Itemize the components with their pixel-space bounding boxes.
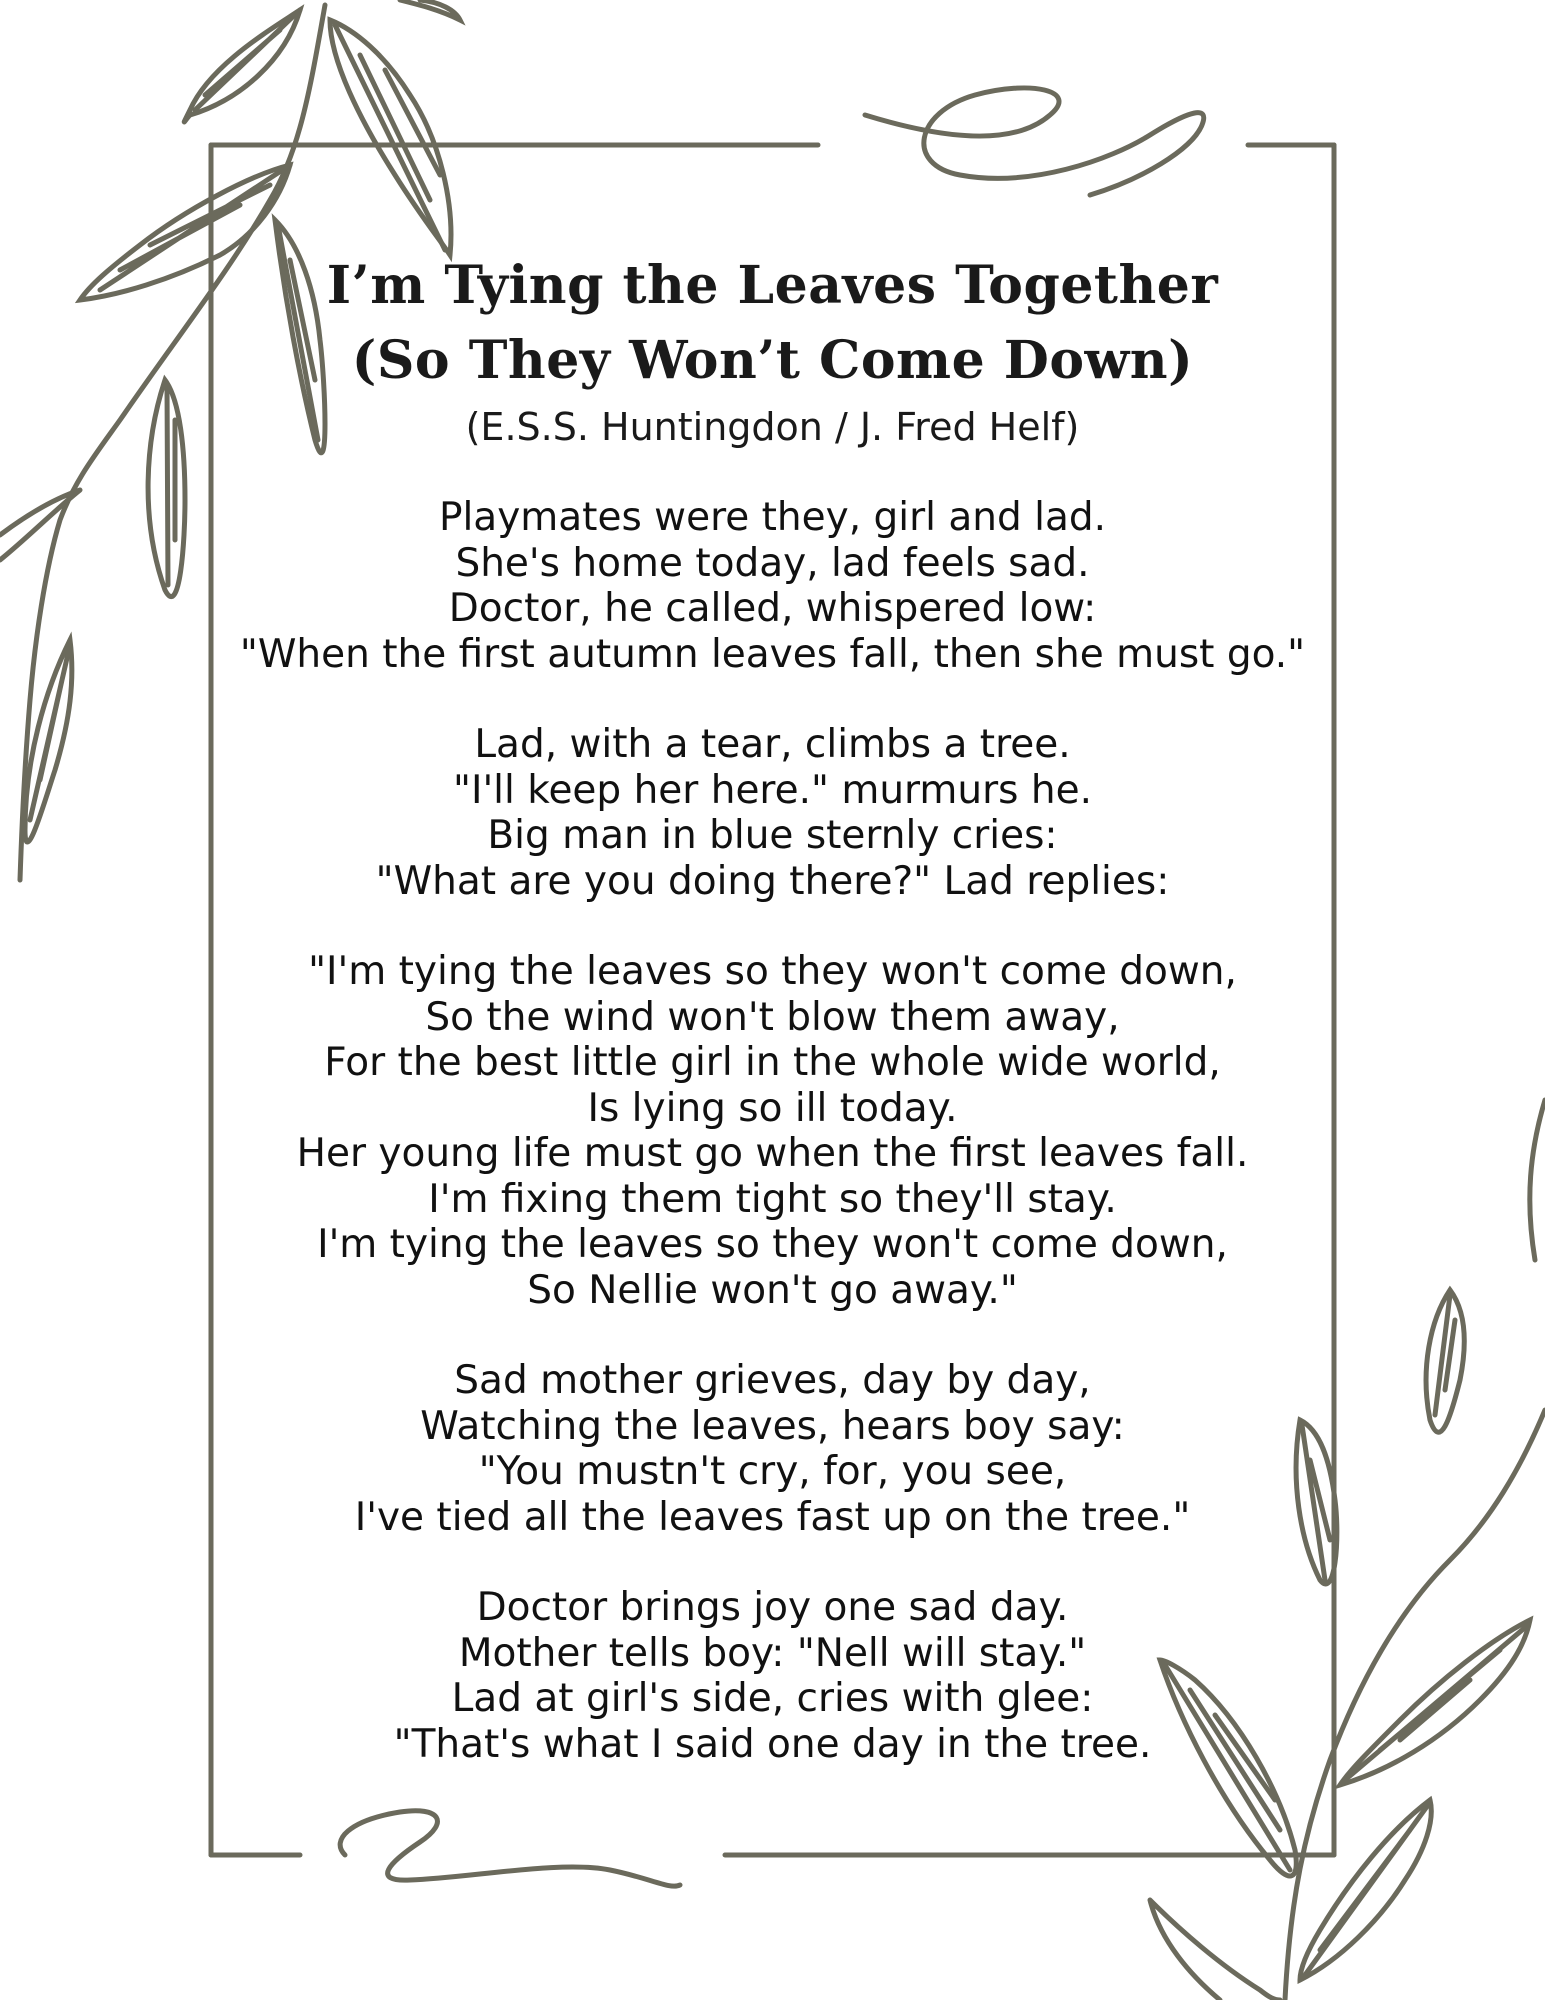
chorus-stanza bbox=[210, 949, 1335, 1313]
stanza-line: Doctor, he called, whispered low: bbox=[448, 586, 1097, 631]
stanza-line: I'm fixing them tight so they'll stay. bbox=[428, 1176, 1117, 1222]
stanza-line: Watching the leaves, hears boy say: bbox=[420, 1403, 1125, 1449]
stanza-line: Lad at girl's side, cries with glee: bbox=[451, 1676, 1094, 1721]
stanza-line: "When the first autumn leaves fall, then she must go." bbox=[239, 631, 1306, 677]
stanza-line: "I'm tying the leaves so they won't come down, bbox=[308, 949, 1237, 994]
stanza-line: So the wind won't blow them away, bbox=[425, 994, 1120, 1040]
stanza-line: "That's what I said one day in the tree. bbox=[393, 1721, 1152, 1767]
stanza-line: I'm tying the leaves so they won't come down, bbox=[317, 1222, 1228, 1267]
stanza-line: "You mustn't cry, for, you see, bbox=[478, 1449, 1067, 1494]
stanza-line: So Nellie won't go away." bbox=[527, 1267, 1018, 1313]
stanza-line: "What are you doing there?" Lad replies: bbox=[375, 858, 1170, 904]
stanza-line: For the best little girl in the whole wide world, bbox=[324, 1040, 1221, 1085]
stanza-line: "I'll keep her here." murmurs he. bbox=[453, 767, 1092, 813]
stanza-2 bbox=[210, 722, 1335, 904]
stanza-line: Is lying so ill today. bbox=[587, 1085, 958, 1131]
stanza-line: I've tied all the leaves fast up on the tree." bbox=[354, 1494, 1191, 1540]
stanza-line: Lad, with a tear, climbs a tree. bbox=[474, 722, 1071, 767]
stanza-1 bbox=[210, 495, 1335, 677]
stanza-line: Sad mother grieves, day by day, bbox=[454, 1358, 1091, 1403]
stanza-line: Doctor brings joy one sad day. bbox=[476, 1585, 1069, 1630]
stanza-line: Playmates were they, girl and lad. bbox=[438, 495, 1107, 540]
authors-credit: (E.S.S. Huntingdon / J. Fred Helf) bbox=[465, 405, 1080, 449]
stanza-line: She's home today, lad feels sad. bbox=[455, 540, 1090, 586]
page-title-line-1: I’m Tying the Leaves Together bbox=[326, 255, 1219, 316]
page-title-line-2: (So They Won’t Come Down) bbox=[351, 330, 1194, 391]
stanza-line: Mother tells boy: "Nell will stay." bbox=[458, 1630, 1087, 1676]
stanza-line: Big man in blue sternly cries: bbox=[487, 813, 1058, 858]
stanza-4 bbox=[210, 1358, 1335, 1540]
stanza-line: Her young life must go when the first leaves fall. bbox=[296, 1131, 1249, 1176]
stanza-5 bbox=[210, 1585, 1335, 1767]
